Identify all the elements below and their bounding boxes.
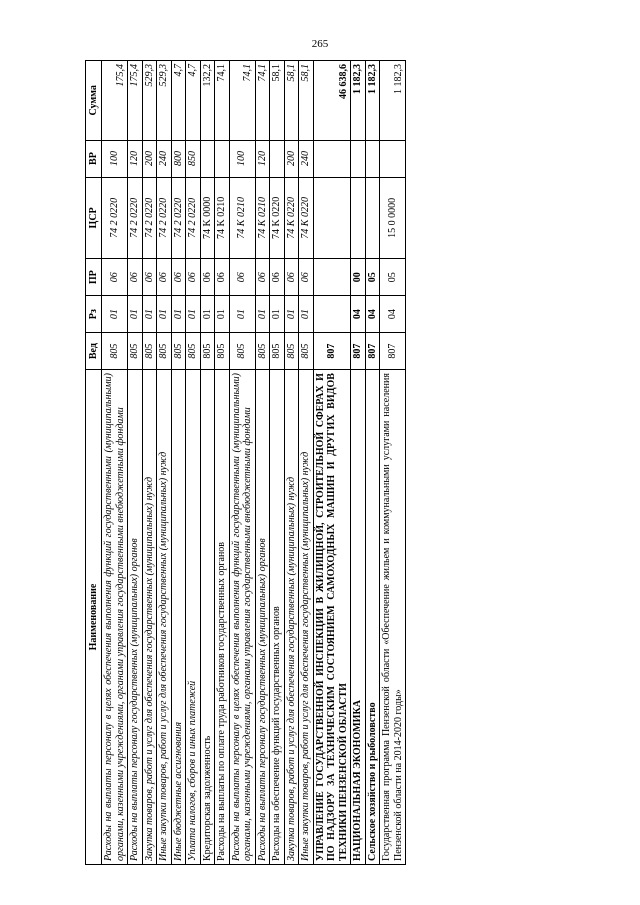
- cell-ved: 805: [142, 333, 157, 370]
- cell-ved: 805: [229, 333, 255, 370]
- cell-name: НАЦИОНАЛЬНАЯ ЭКОНОМИКА: [351, 370, 366, 865]
- cell-name: Иные закупки товаров, работ и услуг для обеспечения государственных (муниципальных) нужд: [157, 370, 172, 865]
- table-row: [102, 61, 128, 865]
- page-number: 265: [311, 38, 329, 50]
- table-row: [200, 61, 215, 865]
- cell-sum: 175,4: [128, 61, 143, 141]
- cell-ved: 805: [171, 333, 186, 370]
- cell-name: Иные закупки товаров, работ и услуг для обеспечения государственных (муниципальных) нужд: [299, 370, 314, 865]
- cell-csr: 74 2 0220: [171, 177, 186, 259]
- cell-rz: 01: [186, 296, 201, 333]
- cell-csr: 74 K 0220: [299, 177, 314, 259]
- rotated-table-container: [85, 60, 625, 865]
- cell-rz: 01: [128, 296, 143, 333]
- cell-rz: 01: [255, 296, 270, 333]
- cell-sum: 58,1: [299, 61, 314, 141]
- rotated-table-wrapper: [85, 60, 625, 865]
- cell-ved: 805: [157, 333, 172, 370]
- cell-name: Расходы на обеспечение функций государственных органов: [270, 370, 285, 865]
- cell-pr: 05: [380, 259, 406, 296]
- table-row: [255, 61, 270, 865]
- cell-csr: 74 2 0220: [186, 177, 201, 259]
- cell-rz: 01: [142, 296, 157, 333]
- cell-sum: 58,1: [284, 61, 299, 141]
- header-rz: Рз: [86, 296, 102, 333]
- table-row: [299, 61, 314, 865]
- cell-vr: 240: [299, 140, 314, 177]
- cell-ved: 805: [102, 333, 128, 370]
- cell-pr: 06: [229, 259, 255, 296]
- table-row: [128, 61, 143, 865]
- cell-pr: 06: [102, 259, 128, 296]
- cell-vr: 120: [128, 140, 143, 177]
- cell-ved: 807: [380, 333, 406, 370]
- table-body: [102, 61, 406, 865]
- cell-vr: 200: [142, 140, 157, 177]
- cell-pr: 00: [351, 259, 366, 296]
- cell-name: Расходы на выплаты по оплате труда работников государственных органов: [215, 370, 230, 865]
- table-row: [313, 61, 351, 865]
- cell-csr: 74 2 0220: [128, 177, 143, 259]
- header-pr: ПР: [86, 259, 102, 296]
- header-sum: Сумма: [86, 61, 102, 141]
- cell-sum: 175,4: [102, 61, 128, 141]
- table-row: [229, 61, 255, 865]
- header-ved: Вед: [86, 333, 102, 370]
- cell-csr: 74 2 0220: [142, 177, 157, 259]
- cell-vr: 120: [255, 140, 270, 177]
- cell-ved: 805: [299, 333, 314, 370]
- cell-vr: [270, 140, 285, 177]
- cell-sum: 74,1: [255, 61, 270, 141]
- cell-pr: 06: [142, 259, 157, 296]
- table-row: [380, 61, 406, 865]
- table-row: [284, 61, 299, 865]
- cell-pr: 06: [200, 259, 215, 296]
- cell-rz: 01: [171, 296, 186, 333]
- cell-sum: 4,7: [186, 61, 201, 141]
- cell-sum: 1 182,3: [365, 61, 380, 141]
- cell-rz: 01: [229, 296, 255, 333]
- cell-csr: 15 0 0000: [380, 177, 406, 259]
- cell-vr: 100: [102, 140, 128, 177]
- cell-rz: 01: [215, 296, 230, 333]
- cell-rz: 04: [351, 296, 366, 333]
- cell-ved: 805: [270, 333, 285, 370]
- cell-name: Сельское хозяйство и рыболовство: [365, 370, 380, 865]
- cell-rz: 01: [102, 296, 128, 333]
- cell-name: Государственная программа Пензенской области «Обеспечение жильем и коммунальными услугами населения Пензенской области на 2014-2020 годы»: [380, 370, 406, 865]
- cell-csr: 74 K 0210: [255, 177, 270, 259]
- budget-table: [85, 60, 406, 865]
- cell-vr: [365, 140, 380, 177]
- cell-vr: [215, 140, 230, 177]
- cell-sum: 529,3: [157, 61, 172, 141]
- header-name: Наименование: [86, 370, 102, 865]
- cell-sum: 58,1: [270, 61, 285, 141]
- cell-ved: 807: [351, 333, 366, 370]
- cell-pr: 06: [299, 259, 314, 296]
- cell-csr: [365, 177, 380, 259]
- cell-ved: 805: [215, 333, 230, 370]
- cell-vr: 100: [229, 140, 255, 177]
- table-row: [351, 61, 366, 865]
- cell-ved: 807: [313, 333, 351, 370]
- cell-rz: [313, 296, 351, 333]
- cell-name: Закупка товаров, работ и услуг для обеспечения государственных (муниципальных) нужд: [142, 370, 157, 865]
- cell-csr: [313, 177, 351, 259]
- cell-csr: 74 2 0220: [102, 177, 128, 259]
- cell-name: Расходы на выплаты персоналу государственных (муниципальных) органов: [128, 370, 143, 865]
- header-vr: ВР: [86, 140, 102, 177]
- cell-rz: 01: [270, 296, 285, 333]
- cell-vr: [313, 140, 351, 177]
- cell-csr: 74 K 0210: [215, 177, 230, 259]
- cell-rz: 04: [380, 296, 406, 333]
- cell-rz: 01: [157, 296, 172, 333]
- cell-name: Расходы на выплаты персоналу в целях обеспечения выполнения функций государственными (муниципальными) органами, казенными учреждениями, органами управления государственными внебюджетными фондами: [102, 370, 128, 865]
- cell-pr: 06: [215, 259, 230, 296]
- cell-ved: 805: [200, 333, 215, 370]
- cell-name: Расходы на выплаты персоналу в целях обеспечения выполнения функций государственными (муниципальными) органами, казенными учреждениями, органами управления государственными внебюджетными фондами: [229, 370, 255, 865]
- cell-name: Уплата налогов, сборов и иных платежей: [186, 370, 201, 865]
- cell-pr: 06: [157, 259, 172, 296]
- cell-pr: 06: [171, 259, 186, 296]
- cell-name: УПРАВЛЕНИЕ ГОСУДАРСТВЕННОЙ ИНСПЕКЦИИ В ЖИЛИЩНОЙ, СТРОИТЕЛЬНОЙ СФЕРАХ И ПО НАДЗОРУ ЗА ТЕХНИЧЕСКИМ СОСТОЯНИЕМ САМОХОДНЫХ МАШИН И ДРУГИХ ВИДОВ ТЕХНИКИ ПЕНЗЕНСКОЙ ОБЛАСТИ: [313, 370, 351, 865]
- cell-pr: 06: [284, 259, 299, 296]
- cell-vr: 850: [186, 140, 201, 177]
- cell-pr: [313, 259, 351, 296]
- table-row: [215, 61, 230, 865]
- cell-pr: 06: [128, 259, 143, 296]
- cell-ved: 805: [255, 333, 270, 370]
- cell-sum: 1 182,3: [351, 61, 366, 141]
- cell-ved: 805: [186, 333, 201, 370]
- table-row: [365, 61, 380, 865]
- cell-vr: [380, 140, 406, 177]
- cell-sum: 132,2: [200, 61, 215, 141]
- cell-sum: 74,1: [215, 61, 230, 141]
- cell-vr: 240: [157, 140, 172, 177]
- cell-csr: [351, 177, 366, 259]
- header-csr: ЦСР: [86, 177, 102, 259]
- cell-pr: 06: [186, 259, 201, 296]
- cell-name: Иные бюджетные ассигнования: [171, 370, 186, 865]
- cell-ved: 807: [365, 333, 380, 370]
- table-row: [270, 61, 285, 865]
- table-row: [171, 61, 186, 865]
- cell-ved: 805: [128, 333, 143, 370]
- cell-sum: 46 638,6: [313, 61, 351, 141]
- cell-vr: 800: [171, 140, 186, 177]
- cell-csr: 74 K 0220: [270, 177, 285, 259]
- cell-csr: 74 K 0000: [200, 177, 215, 259]
- cell-name: Закупка товаров, работ и услуг для обеспечения государственных (муниципальных) нужд: [284, 370, 299, 865]
- cell-name: Кредиторская задолженность: [200, 370, 215, 865]
- cell-rz: 01: [299, 296, 314, 333]
- table-header-row: [86, 61, 102, 865]
- cell-pr: 06: [255, 259, 270, 296]
- cell-sum: 4,7: [171, 61, 186, 141]
- cell-rz: 01: [284, 296, 299, 333]
- cell-rz: 01: [200, 296, 215, 333]
- table-row: [142, 61, 157, 865]
- cell-csr: 74 2 0220: [157, 177, 172, 259]
- cell-name: Расходы на выплаты персоналу государственных (муниципальных) органов: [255, 370, 270, 865]
- cell-pr: 05: [365, 259, 380, 296]
- table-row: [157, 61, 172, 865]
- cell-vr: 200: [284, 140, 299, 177]
- cell-sum: 1 182,3: [380, 61, 406, 141]
- cell-sum: 529,3: [142, 61, 157, 141]
- cell-pr: 06: [270, 259, 285, 296]
- cell-csr: 74 K 0210: [229, 177, 255, 259]
- cell-rz: 04: [365, 296, 380, 333]
- cell-vr: [351, 140, 366, 177]
- cell-csr: 74 K 0220: [284, 177, 299, 259]
- cell-sum: 74,1: [229, 61, 255, 141]
- cell-vr: [200, 140, 215, 177]
- cell-ved: 805: [284, 333, 299, 370]
- table-row: [186, 61, 201, 865]
